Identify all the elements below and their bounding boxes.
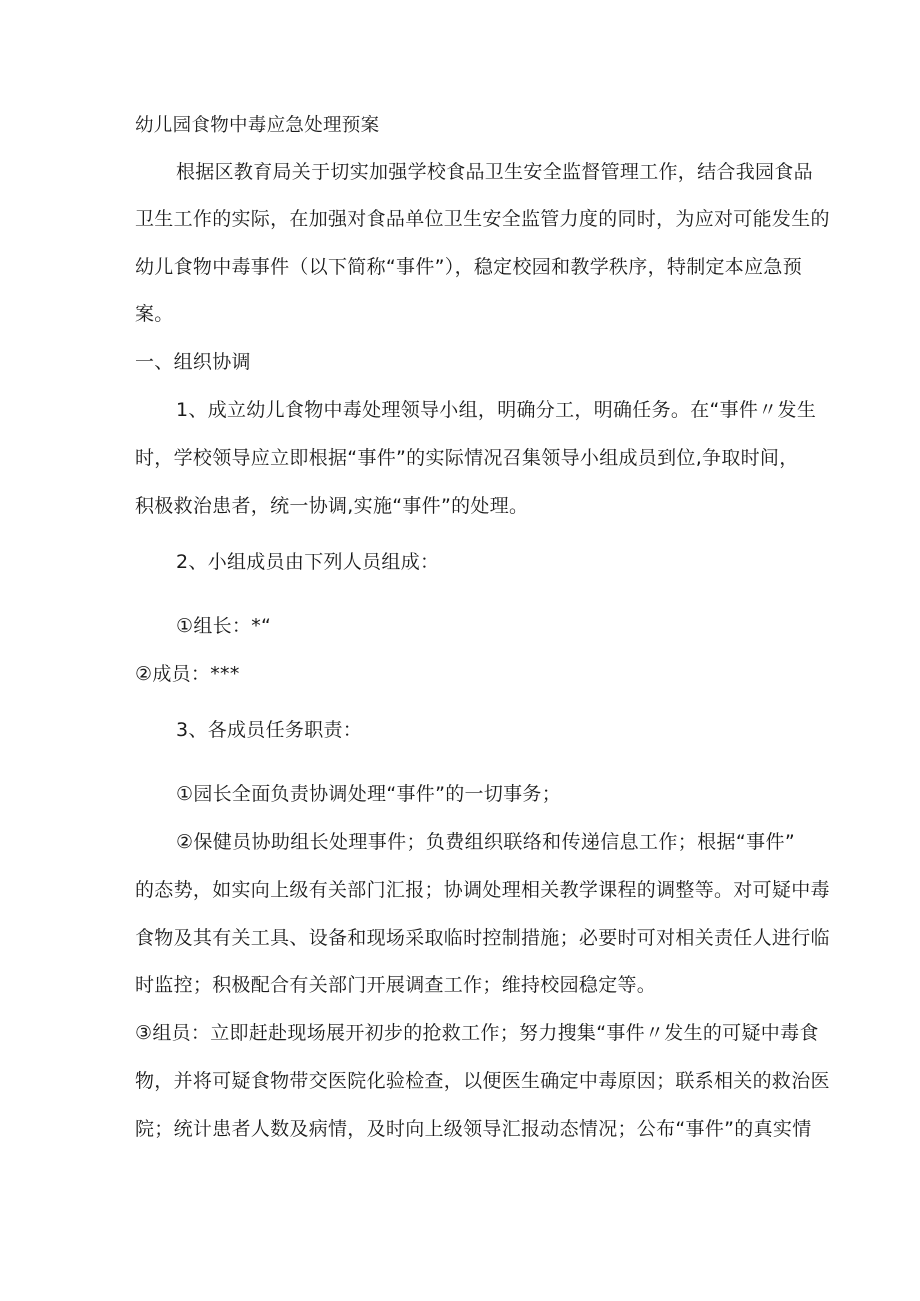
duty1-line: ①园长全面负责协调处理“事件”的一切事务；	[176, 783, 562, 805]
duty2-line-1: ②保健员协助组长处理事件；负费组织联络和传递信息工作；根据“事件”	[176, 831, 795, 853]
duty2-line-4: 时监控；积极配合有关部门开展调查工作；维持校园稳定等。	[135, 974, 657, 996]
duty3-line-1: ③组员：立即赶赴现场展开初步的抢救工作；努力搜集“事件〃发生的可疑中毒食	[135, 1022, 819, 1044]
members-line: ②成员：***	[135, 663, 240, 685]
document-title: 幼儿园食物中毒应急处理预案	[135, 115, 380, 136]
item2-line: 2、小组成员由下列人员组成：	[176, 551, 440, 573]
duty2-line-3: 食物及其有关工具、设备和现场采取临时控制措施；必要时可对相关责任人进行临	[135, 927, 830, 949]
intro-line-4: 案。	[135, 303, 174, 325]
duty3-line-2: 物，并将可疑食物带交医院化验检查，以便医生确定中毒原因；联系相关的救治医	[135, 1070, 830, 1092]
intro-line-1: 根据区教育局关于切实加强学校食品卫生安全监督管理工作，结合我园食品	[176, 161, 813, 183]
item1-line-2: 时，学校领导应立即根据“事件”的实际情况召集领导小组成员到位,争取时间，	[135, 447, 799, 469]
item3-line: 3、各成员任务职责：	[176, 719, 363, 741]
duty2-line-2: 的态势，如实向上级有关部门汇报；协调处理相关教学课程的调整等。对可疑中毒	[135, 879, 830, 901]
section-heading: 一、组织协调	[135, 351, 251, 373]
intro-line-2: 卫生工作的实际，在加强对食品单位卫生安全监管力度的同时，为应对可能发生的	[135, 208, 830, 230]
intro-line-3: 幼儿食物中毒事件（以下简称“事件”），稳定校园和教学秩序，特制定本应急预	[135, 256, 802, 278]
leader-line: ①组长：*“	[176, 615, 272, 637]
item1-line-3: 积极救治患者，统一协调,实施“事件”的处理。	[135, 495, 529, 517]
duty3-line-3: 院；统计患者人数及病情，及时向上级领导汇报动态情况；公布“事件”的真实情	[135, 1118, 812, 1140]
item1-line-1: 1、成立幼儿食物中毒处理领导小组，明确分工，明确任务。在“事件〃发生	[176, 399, 817, 421]
